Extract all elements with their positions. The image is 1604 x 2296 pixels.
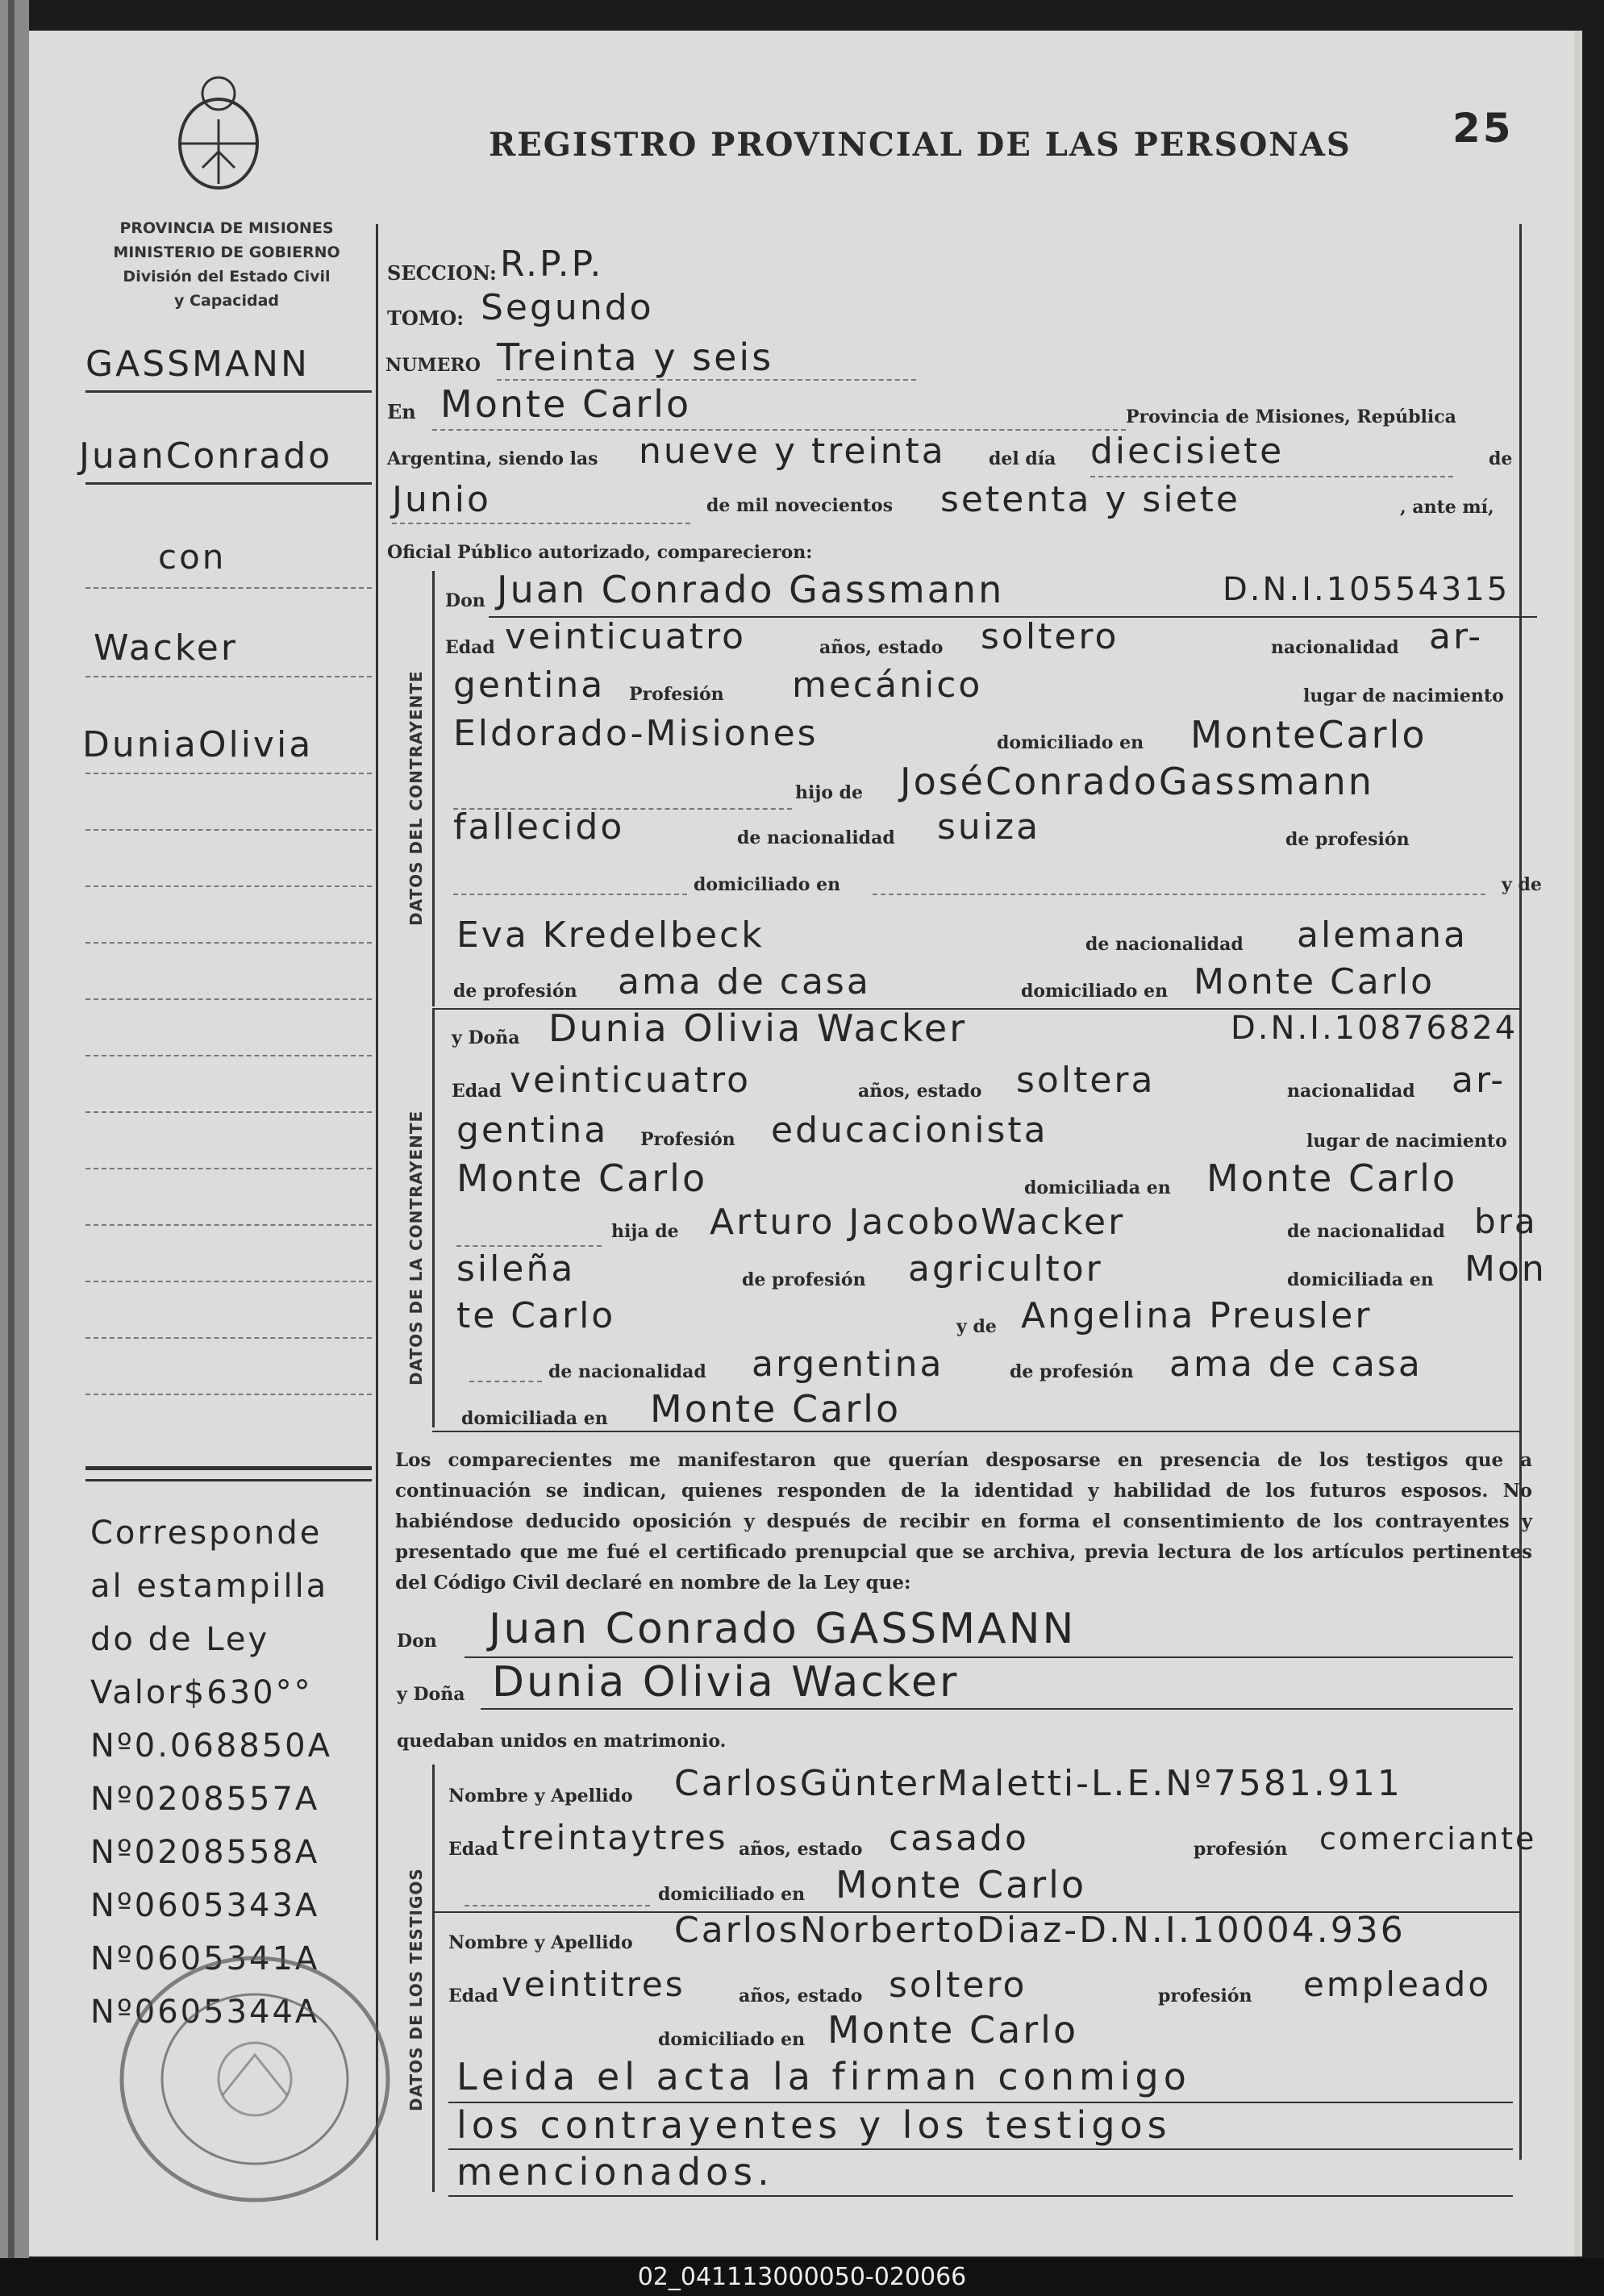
label-lugar-nac: lugar de nacimiento — [1303, 685, 1504, 706]
value-seccion: R.P.P. — [500, 244, 604, 285]
margin-note-line: al estampilla — [90, 1568, 329, 1605]
field-rule — [497, 379, 916, 381]
closing-line-1: Leida el acta la firman conmigo — [456, 2055, 1191, 2098]
label-provincia: Provincia de Misiones, República — [1126, 406, 1456, 427]
bride-padre-prof: agricultor — [908, 1248, 1103, 1290]
label-domiciliado-en-t2: domiciliado en — [658, 2029, 806, 2050]
label-domiciliada-en-2: domiciliada en — [1287, 1269, 1434, 1290]
groom-nac1: ar- — [1429, 616, 1484, 657]
label-de-mil: de mil novecientos — [706, 495, 894, 516]
margin-note-line: do de Ley — [90, 1621, 270, 1658]
org-line: y Capacidad — [174, 292, 279, 310]
groom-padre-nac: suiza — [937, 806, 1041, 848]
margin-rule — [85, 885, 372, 887]
margin-rule — [85, 1281, 372, 1282]
label-domiciliado-en-2: domiciliado en — [694, 874, 841, 895]
label-de-nacionalidad-2: de nacionalidad — [1085, 934, 1244, 955]
bride-prof: educacionista — [771, 1110, 1048, 1151]
value-anio: setenta y siete — [940, 479, 1240, 520]
label-hija-de: hija de — [611, 1221, 679, 1242]
label-y-dona: y Doña — [452, 1027, 520, 1048]
label-ante-mi: , ante mí, — [1400, 497, 1494, 518]
label-argentina-siendo: Argentina, siendo las — [387, 448, 598, 469]
label-de-profesion-3: de profesión — [742, 1269, 866, 1290]
groom-madre-nac: alemana — [1297, 915, 1468, 956]
groom-madre-prof: ama de casa — [618, 961, 871, 1002]
value-en: Monte Carlo — [440, 382, 692, 426]
field-rule — [465, 1905, 650, 1906]
label-y-de-2: y de — [956, 1316, 997, 1337]
margin-rule — [85, 773, 372, 774]
margin-note-line: Nº0605344A — [90, 1994, 320, 2031]
margin-note-line: Nº0208557A — [90, 1781, 320, 1818]
groom-prof: mecánico — [792, 665, 983, 706]
official-stamp-icon — [110, 1942, 408, 2216]
t1-dom: Monte Carlo — [835, 1863, 1087, 1906]
field-rule — [873, 894, 1485, 895]
margin-rule — [85, 1224, 372, 1226]
label-edad-2: Edad — [452, 1081, 502, 1102]
groom-padre-estado: fallecido — [453, 806, 625, 848]
margin-note-line: Nº0208558A — [90, 1834, 320, 1871]
label-seccion: SECCION: — [387, 261, 497, 285]
value-dia: diecisiete — [1090, 431, 1285, 472]
bride-dom: Monte Carlo — [1206, 1156, 1458, 1200]
label-domiciliado-en-t1: domiciliado en — [658, 1884, 806, 1905]
t1-name: CarlosGünterMaletti-L.E.Nº7581.911 — [674, 1763, 1402, 1804]
closing-line-2: los contrayentes y los testigos — [456, 2103, 1172, 2147]
margin-rule — [85, 676, 372, 677]
label-anos-estado-t2: años, estado — [739, 1986, 863, 2006]
groom-estado: soltero — [981, 616, 1119, 657]
closing-line-3: mencionados. — [456, 2150, 774, 2194]
label-profesion-t1: profesión — [1194, 1839, 1288, 1860]
org-block — [77, 216, 376, 313]
bride-padre-dom1: Mon — [1464, 1248, 1547, 1290]
groom-nac2: gentina — [453, 665, 606, 706]
label-nacionalidad-2: nacionalidad — [1287, 1081, 1415, 1102]
groom-edad: veinticuatro — [505, 616, 747, 657]
bride-padre: Arturo JacoboWacker — [710, 1202, 1126, 1243]
groom-padre: JoséConradoGassmann — [900, 760, 1374, 803]
bride-nac2: gentina — [456, 1110, 609, 1151]
page-title: REGISTRO PROVINCIAL DE LAS PERSONAS — [489, 126, 1352, 164]
t1-estado: casado — [889, 1818, 1029, 1859]
label-numero: NUMERO — [385, 355, 481, 376]
margin-surname-bride: Wacker — [94, 627, 238, 669]
value-mes: Junio — [392, 479, 491, 520]
label-de-profesion: de profesión — [1285, 829, 1410, 850]
label-anos-estado-t1: años, estado — [739, 1839, 863, 1860]
org-line: División del Estado Civil — [123, 268, 331, 285]
field-rule — [392, 523, 690, 524]
bride-madre-prof: ama de casa — [1169, 1344, 1423, 1385]
groom-dom: MonteCarlo — [1190, 713, 1427, 756]
label-oficial: Oficial Público autorizado, comparecieron: — [387, 542, 813, 563]
register-page — [29, 31, 1582, 2256]
value-hora: nueve y treinta — [639, 431, 946, 472]
label-domiciliado-en-3: domiciliado en — [1021, 981, 1169, 1002]
margin-rule — [85, 1337, 372, 1339]
label-domiciliado-en: domiciliado en — [997, 732, 1144, 753]
label-de-profesion-4: de profesión — [1010, 1361, 1134, 1382]
label-anos-estado-2: años, estado — [858, 1081, 982, 1102]
don-final: Juan Conrado GASSMANN — [489, 1605, 1077, 1653]
margin-note-line: Valor$630°° — [90, 1674, 313, 1711]
label-domiciliada-en: domiciliada en — [1024, 1177, 1171, 1198]
bride-lugar: Monte Carlo — [456, 1156, 708, 1200]
label-profesion-2: Profesión — [640, 1129, 735, 1150]
label-anos-estado: años, estado — [819, 637, 944, 658]
margin-note-line: Nº0605343A — [90, 1887, 320, 1924]
label-y-de: y de — [1502, 874, 1542, 895]
label-dona-final: y Doña — [397, 1684, 465, 1705]
bride-estado: soltera — [1016, 1060, 1156, 1101]
label-edad-t2: Edad — [448, 1986, 498, 2006]
t2-edad: veintitres — [502, 1965, 685, 2004]
margin-divider — [376, 224, 378, 2240]
section-label-contrayente: DATOS DEL CONTRAYENTE — [406, 670, 426, 926]
bride-dni: D.N.I.10876824 — [1231, 1010, 1519, 1047]
t2-dom: Monte Carlo — [827, 2008, 1079, 2052]
margin-rule — [85, 390, 372, 393]
margin-con: con — [158, 537, 227, 577]
t1-prof: comerciante — [1319, 1821, 1537, 1856]
margin-rule — [85, 829, 372, 831]
right-border — [1519, 224, 1522, 2160]
org-line: MINISTERIO DE GOBIERNO — [113, 244, 340, 261]
label-en: En — [387, 400, 416, 423]
margin-note-line: Corresponde — [90, 1515, 323, 1552]
bride-name: Dunia Olivia Wacker — [548, 1006, 968, 1050]
margin-name-bride: DuniaOlivia — [82, 724, 314, 765]
book-spine — [8, 0, 15, 2258]
label-profesion-t2: profesión — [1158, 1986, 1252, 2006]
margin-rule — [85, 1479, 372, 1481]
margin-rule — [85, 1394, 372, 1395]
declaration-paragraph: Los comparecientes me manifestaron que querían desposarse en presencia de los testigos que a continuación se indican, quienes responden de la identidad y habilidad de los futuros esposos. No habiéndose deducido oposición y después de recibir en forma el consentimiento de los contrayentes y presentado que me fué el certificado prenupcial que se archiva, previa lectura de los artículos pertinentes del Código Civil declaré en nombre de la Ley que: — [395, 1449, 1532, 1594]
field-rule — [1090, 476, 1453, 477]
org-line: PROVINCIA DE MISIONES — [119, 219, 334, 237]
margin-note-line: Nº0.068850A — [90, 1727, 332, 1765]
label-profesion: Profesión — [629, 684, 724, 705]
margin-rule — [85, 998, 372, 1000]
label-domiciliada-en-3: domiciliada en — [461, 1408, 608, 1429]
margin-rule — [85, 1055, 372, 1056]
label-de-nacionalidad-4: de nacionalidad — [548, 1361, 706, 1382]
margin-rule-heavy — [85, 1466, 372, 1470]
bride-madre: Angelina Preusler — [1021, 1295, 1373, 1336]
label-del-dia: del día — [989, 448, 1056, 469]
t2-prof: empleado — [1303, 1965, 1492, 2004]
label-nombre-apellido-2: Nombre y Apellido — [448, 1932, 633, 1953]
label-quedaban: quedaban unidos en matrimonio. — [397, 1731, 727, 1752]
section-divider — [432, 1008, 435, 1427]
groom-madre-dom: Monte Carlo — [1194, 961, 1435, 1002]
scan-id-footer: 02_041113000050-020066 — [0, 2258, 1604, 2296]
section-label-testigos: DATOS DE LOS TESTIGOS — [406, 1868, 426, 2111]
margin-surname-groom: GASSMANN — [85, 344, 310, 385]
margin-rule — [85, 587, 372, 589]
field-rule — [469, 1381, 542, 1382]
label-don: Don — [445, 590, 485, 611]
bride-madre-nac: argentina — [752, 1344, 944, 1385]
t2-name: CarlosNorbertoDiaz-D.N.I.10004.936 — [674, 1910, 1406, 1951]
label-nacionalidad: nacionalidad — [1271, 637, 1399, 658]
field-rule — [456, 1245, 602, 1247]
bride-nac1: ar- — [1452, 1060, 1506, 1101]
groom-dni: D.N.I.10554315 — [1223, 571, 1510, 608]
value-numero: Treinta y seis — [497, 335, 774, 379]
label-de-profesion-2: de profesión — [453, 981, 577, 1002]
margin-rule — [85, 1168, 372, 1169]
label-nombre-apellido: Nombre y Apellido — [448, 1786, 633, 1806]
section-divider — [432, 571, 435, 1006]
section-label-la-contrayente: DATOS DE LA CONTRAYENTE — [406, 1110, 426, 1386]
label-de-nacionalidad: de nacionalidad — [737, 827, 895, 848]
bride-madre-dom: Monte Carlo — [650, 1387, 902, 1431]
section-rule — [432, 1431, 1519, 1432]
margin-rule — [85, 942, 372, 944]
label-hijo-de: hijo de — [795, 782, 864, 803]
groom-madre: Eva Kredelbeck — [456, 915, 765, 956]
label-de-nacionalidad-3: de nacionalidad — [1287, 1221, 1445, 1242]
t1-edad: treintaytres — [502, 1818, 728, 1857]
margin-name-groom: JuanConrado — [79, 435, 333, 477]
label-lugar-nac-2: lugar de nacimiento — [1306, 1131, 1507, 1152]
groom-name: Juan Conrado Gassmann — [497, 568, 1005, 611]
label-edad: Edad — [445, 637, 495, 658]
margin-note-line: Nº0605341A — [90, 1940, 320, 1977]
field-rule — [481, 1708, 1513, 1710]
value-tomo: Segundo — [481, 287, 654, 328]
section-divider — [432, 1765, 435, 2192]
label-don-final: Don — [397, 1631, 437, 1652]
field-rule — [448, 2195, 1513, 2197]
groom-lugar: Eldorado-Misiones — [453, 713, 819, 754]
label-de: de — [1489, 448, 1513, 469]
bride-edad: veinticuatro — [510, 1060, 752, 1101]
margin-rule — [85, 1111, 372, 1113]
label-edad-t1: Edad — [448, 1839, 498, 1860]
margin-rule — [85, 482, 372, 485]
t2-estado: soltero — [889, 1965, 1027, 2006]
field-rule — [453, 894, 687, 895]
bride-padre-nac2: sileña — [456, 1248, 576, 1290]
coat-of-arms-icon — [166, 71, 271, 192]
label-tomo: TOMO: — [387, 306, 465, 330]
bride-padre-dom2: te Carlo — [456, 1295, 616, 1336]
book-edge — [0, 0, 29, 2258]
bride-padre-nac1: bra — [1474, 1202, 1538, 1241]
dona-final: Dunia Olivia Wacker — [492, 1658, 960, 1706]
page-number: 25 — [1452, 105, 1514, 152]
